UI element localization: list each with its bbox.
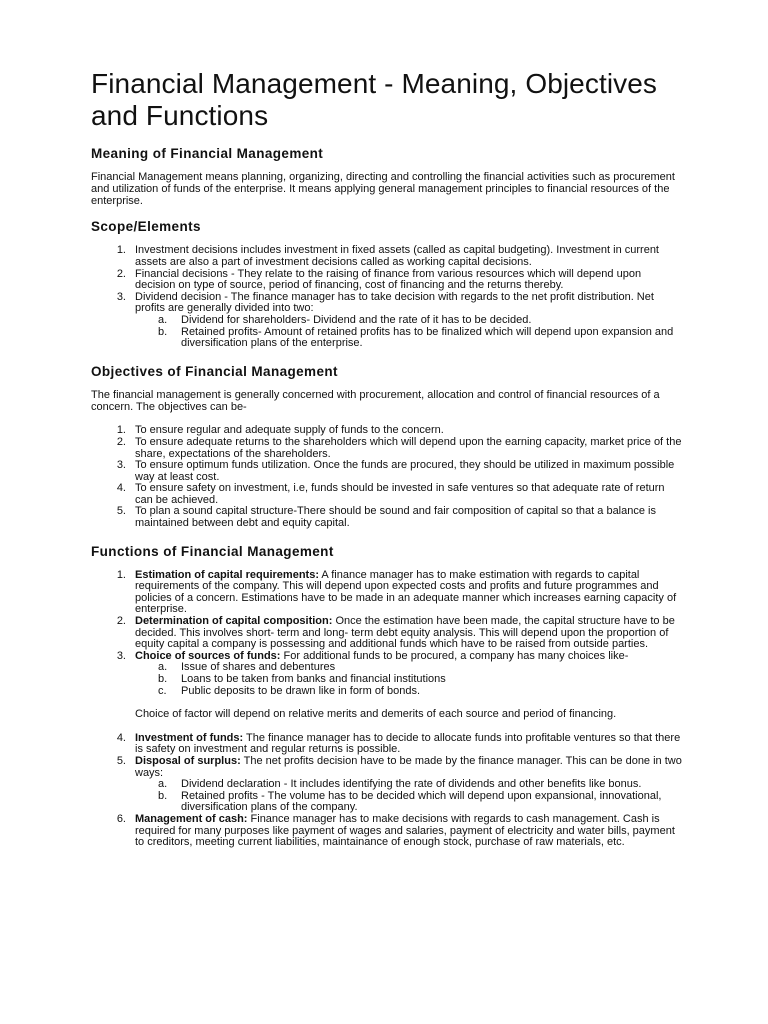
function-item-6-text: Finance manager has to make decisions with regards to cash management. Cash is required for many purposes like payment of wages and salaries, payment of electricity and water bills, payment to creditors, meeting current liabilities, maintainance of enough stock, purchase of raw materials, etc. (135, 812, 675, 849)
dividend-sublist (135, 315, 684, 350)
document-title: Financial Management - Meaning, Objectives and Functions (91, 68, 658, 131)
objective-item-4-number: 4. (116, 482, 126, 495)
objective-item-4-text: To ensure safety on investment, i.e, funds should be invested in safe ventures so that adequate rate of return can be achieved. (135, 482, 665, 506)
scope-item-2 (116, 267, 684, 292)
function-item-4-number: 4. (116, 731, 126, 744)
scope-item-1-text: Investment decisions includes investment in fixed assets (called as capital budgeting). Investment in current assets are also a part of investment decisions called as working capital decisions. (135, 244, 659, 268)
function-item-3 (116, 649, 684, 721)
objective-item-1-text: To ensure regular and adequate supply of funds to the concern. (135, 424, 444, 437)
sources-sublist (135, 662, 684, 697)
dividend-subitem-a-letter: a. (158, 313, 168, 326)
objectives-list (91, 425, 684, 529)
function-item-4 (116, 731, 684, 756)
function-item-3-number: 3. (116, 649, 126, 662)
objectives-paragraph: The financial management is generally concerned with procurement, allocation and control of financial resources of a concern. The objectives can be- (91, 388, 660, 413)
sources-note: Choice of factor will depend on relative merits and demerits of each source and period of financing. (135, 708, 617, 721)
function-item-4-lead: Investment of funds: (135, 731, 244, 744)
objective-item-5 (116, 505, 684, 530)
sources-subitem-c-text: Public deposits to be drawn like in form of bonds. (181, 684, 421, 697)
scope-item-2-number: 2. (116, 267, 126, 280)
surplus-subitem-b (158, 789, 684, 814)
functions-list-b (91, 733, 684, 849)
dividend-subitem-a-text: Dividend for shareholders- Dividend and the rate of it has to be decided. (181, 313, 532, 326)
objective-item-3-text: To ensure optimum funds utilization. Once the funds are procured, they should be utilized in maximum possible way at least cost. (135, 459, 675, 483)
sources-subitem-b-letter: b. (158, 673, 168, 686)
meaning-heading: Meaning of Financial Management (91, 146, 324, 161)
function-item-3-lead: Choice of sources of funds: (135, 649, 281, 662)
scope-item-1-number: 1. (116, 244, 126, 257)
objective-item-4 (116, 482, 684, 506)
objective-item-3 (116, 459, 684, 483)
function-item-2-number: 2. (116, 615, 126, 628)
function-item-1-number: 1. (116, 568, 126, 581)
surplus-subitem-a-text: Dividend declaration - It includes identifying the rate of dividends and other benefits like bonus. (181, 778, 642, 791)
function-item-5-lead: Disposal of surplus: (135, 754, 241, 767)
objective-item-1-number: 1. (116, 424, 126, 437)
objective-item-5-number: 5. (116, 505, 126, 518)
function-item-5 (116, 754, 684, 814)
sources-subitem-b-text: Loans to be taken from banks and financial institutions (181, 673, 446, 686)
objective-item-3-number: 3. (116, 459, 126, 472)
objective-item-5-text: To plan a sound capital structure-There should be sound and fair composition of capital so that a balance is maintained between debt and equity capital. (135, 505, 656, 530)
surplus-sublist (135, 779, 684, 814)
function-item-4-text: The finance manager has to decide to allocate funds into profitable ventures so that there is safety on investment and regular returns is possible. (135, 731, 681, 756)
sources-subitem-c (158, 684, 684, 698)
function-item-5-text: The net profits decision have to be made by the finance manager. This can be done in two ways: (135, 754, 682, 779)
function-item-3-text: For additional funds to be procured, a company has many choices like- (280, 649, 629, 662)
scope-list (91, 245, 684, 349)
functions-list-a (91, 570, 684, 721)
function-item-6 (116, 812, 684, 849)
scope-heading: Scope/Elements (91, 219, 201, 235)
scope-item-3 (116, 290, 684, 350)
dividend-subitem-b-text: Retained profits- Amount of retained profits has to be finalized which will depend upon expansion and diversification plans of the enterprise. (181, 325, 674, 350)
dividend-subitem-b-letter: b. (158, 325, 168, 338)
function-item-2-lead: Determination of capital composition: (135, 615, 333, 628)
dividend-subitem-b (158, 325, 684, 350)
function-item-1 (116, 568, 684, 616)
function-item-1-lead: Estimation of capital requirements: (135, 568, 319, 581)
function-item-6-number: 6. (116, 812, 126, 825)
sources-subitem-a-letter: a. (158, 661, 168, 674)
scope-item-1 (116, 244, 684, 268)
function-item-2-text: Once the estimation have been made, the capital structure have to be decided. This involves short- term and long- term debt equity analysis. This will depend upon the proportion of equity capital a company is possessing and additional funds which have to be raised from outside parties. (135, 615, 675, 651)
objective-item-2-number: 2. (116, 435, 126, 448)
function-item-6-lead: Management of cash: (135, 812, 248, 825)
meaning-paragraph: Financial Management means planning, organizing, directing and controlling the financial activities such as procurement and utilization of funds of the enterprise. It means applying general management principles to financial resources of the enterprise. (91, 171, 675, 207)
function-item-5-number: 5. (116, 754, 126, 767)
scope-item-3-text: Dividend decision - The finance manager has to take decision with regards to the net profit distribution. Net profits are generally divided into two: (135, 290, 654, 315)
objective-item-2 (116, 435, 684, 460)
surplus-subitem-b-text: Retained profits - The volume has to be decided which will depend upon expansional, innovational, diversification plans of the company. (181, 789, 662, 814)
scope-item-2-text: Financial decisions - They relate to the raising of finance from various resources which will depend upon decision on type of source, period of financing, cost of financing and the returns thereby. (135, 267, 642, 292)
surplus-subitem-a-letter: a. (158, 778, 168, 791)
objective-item-2-text: To ensure adequate returns to the shareholders which will depend upon the earning capacity, market price of the share, expectations of the shareholders. (135, 435, 682, 460)
function-item-2 (116, 615, 684, 651)
sources-subitem-c-letter: c. (158, 684, 167, 697)
surplus-subitem-b-letter: b. (158, 789, 168, 802)
objectives-heading: Objectives of Financial Management (91, 363, 338, 379)
scope-item-3-number: 3. (116, 290, 126, 303)
function-item-1-text: A finance manager has to make estimation with regards to capital requirements of the company. This will depend upon expected costs and profits and future programmes and policies of a concern. Estimations have to be made in an adequate manner which increases earning capacity of enterprise. (135, 568, 677, 616)
sources-subitem-a-text: Issue of shares and debentures (181, 661, 336, 674)
functions-heading: Functions of Financial Management (91, 543, 334, 559)
